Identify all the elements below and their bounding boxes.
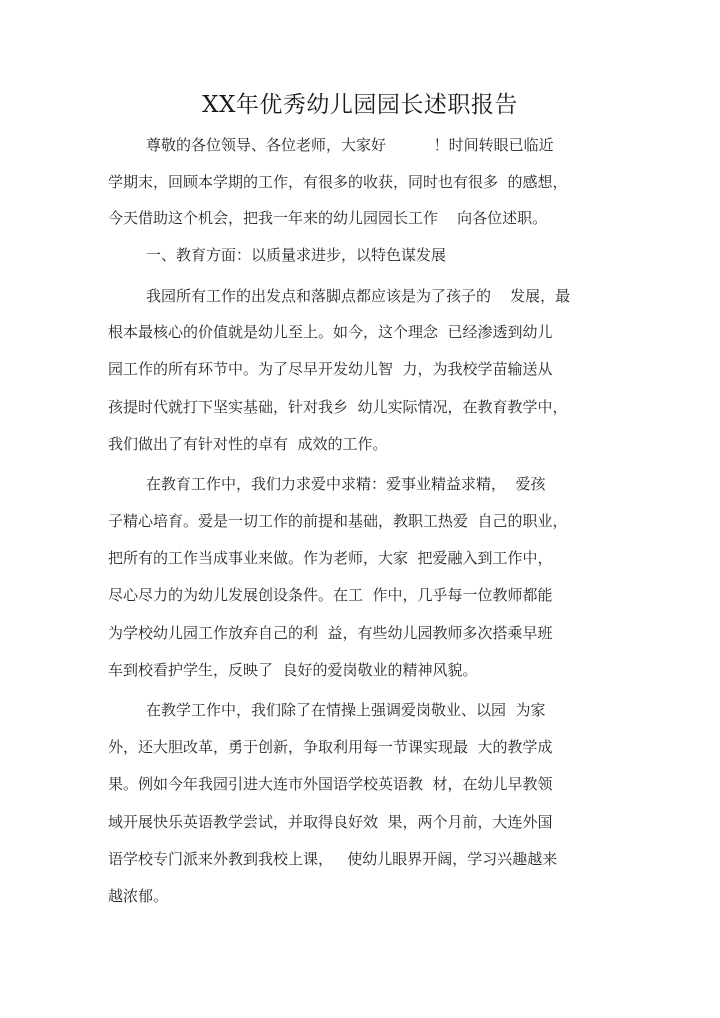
paragraph-line: 我园所有工作的出发点和落脚点都应该是为了孩子的 发展，最 [146,287,571,305]
paragraph-line: 孩提时代就打下坚实基础，针对我乡 幼儿实际情况，在教育教学中， [108,398,568,416]
paragraph-line: 外，还大胆改革，勇于创新，争取利用每一节课实现最 大的教学成 [108,738,553,756]
paragraph-line: 尊敬的各位领导、各位老师，大家好 ！时间转眼已临近 [146,136,554,154]
paragraph-line: 在教育工作中，我们力求爱中求精：爱事业精益求精， 爱孩 [146,475,546,493]
paragraph-line: 域开展快乐英语教学尝试，并取得良好效 果，两个月前，大连外国 [108,813,553,831]
paragraph-line: 我们做出了有针对性的卓有 成效的工作。 [108,435,388,453]
paragraph-line: 越浓郁。 [108,887,169,905]
paragraph-line: 果。例如今年我园引进大连市外国语学校英语教 材，在幼儿早教领 [108,775,553,793]
section-heading: 一、教育方面：以质量求进步，以特色谋发展 [146,246,447,264]
paragraph-line: 学期末，回顾本学期的工作，有很多的收获，同时也有很多 的感想， [108,173,568,191]
paragraph-line: 今天借助这个机会，把我一年来的幼儿园园长工作 向各位述职。 [108,209,548,227]
document-title: XX年优秀幼儿园园长述职报告 [202,92,518,118]
paragraph-line: 把所有的工作当成事业来做。作为老师，大家 把爱融入到工作中， [108,549,553,567]
paragraph-line: 语学校专门派来外教到我校上课， 使幼儿眼界开阔，学习兴趣越来 [108,850,558,868]
paragraph-line: 根本最核心的价值就是幼儿至上。如今，这个理念 已经渗透到幼儿 [108,323,553,341]
paragraph-line: 为学校幼儿园工作放弃自己的利 益，有些幼儿园教师多次搭乘早班 [108,624,553,642]
paragraph-line: 园工作的所有环节中。为了尽早开发幼儿智 力，为我校学苗输送从 [108,360,553,378]
paragraph-line: 尽心尽力的为幼儿发展创设条件。在工 作中，几乎每一位教师都能 [108,586,553,604]
paragraph-line: 车到校看护学生，反映了 良好的爱岗敬业的精神风貌。 [108,661,478,679]
paragraph-line: 在教学工作中，我们除了在情操上强调爱岗敬业、以园 为家 [146,701,546,719]
paragraph-line: 子精心培育。爱是一切工作的前提和基础，教职工热爱 自己的职业， [108,512,568,530]
